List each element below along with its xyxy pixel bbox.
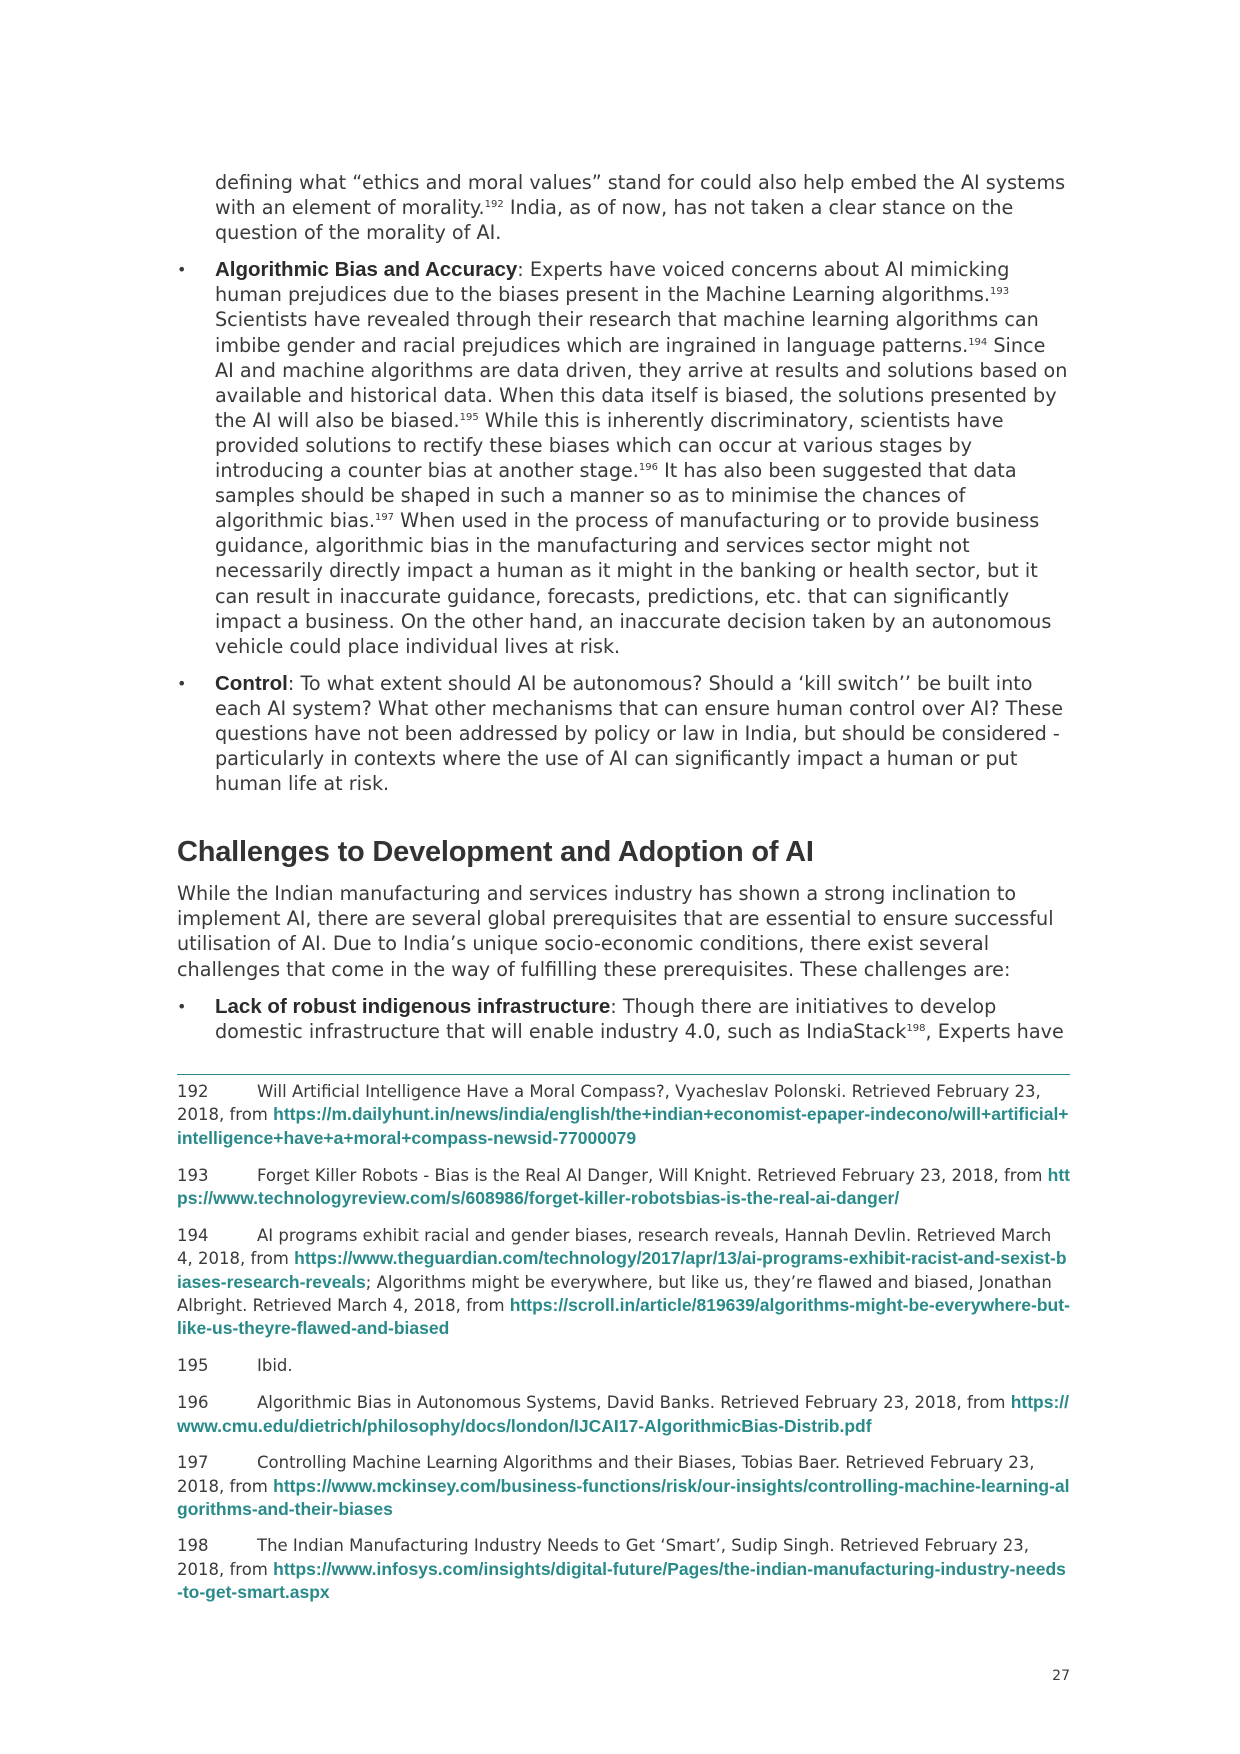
bullet-icon: • (177, 996, 187, 1016)
footnotes (177, 1081, 1070, 1605)
footnote-193: 193 Forget Killer Robots - Bias is the Real AI Danger, Will Knight. Retrieved February 23, 2018, from https://www.technologyreview.com/s/608986/forget-killer-robotsbias-is-the-real-ai-danger/ (177, 1165, 1070, 1209)
footnote-number: 198 (177, 1536, 209, 1556)
footnote-divider (177, 1074, 1070, 1075)
footnote-link[interactable]: https://scroll.in/article/819639/algorithms-might-be-everywhere-but-like-us-theyre-flawed-and-biased (177, 1295, 1070, 1339)
footnote-link[interactable]: https://m.dailyhunt.in/news/india/english/the+indian+economist-epaper-indecono/will+artificial+intelligence+have+a+moral+compass-newsid-77000079 (177, 1104, 1069, 1148)
footnote-ref-198[interactable]: 198 (906, 1022, 926, 1034)
footnote-number: 195 (177, 1355, 209, 1375)
footnote-194: 194 AI programs exhibit racial and gender biases, research reveals, Hannah Devlin. Retrieved March 4, 2018, from https://www.theguardian.com/technology/2017/apr/13/ai-programs-exhibit-racist-and-sexist-biases-research-reveals; Algorithms might be everywhere, but like us, they’re flawed and biased, Jonathan Albright. Retrieved March 4, 2018, from https://scroll.in/article/819639/algorithms-might-be-everywhere-but-like-us-theyre-flawed-and-biased (177, 1225, 1070, 1339)
footnote-link[interactable]: https://www.technologyreview.com/s/608986/forget-killer-robotsbias-is-the-real-ai-danger/ (177, 1165, 1070, 1209)
footnote-number: 192 (177, 1081, 209, 1101)
footnote-198: 198 The Indian Manufacturing Industry Needs to Get ‘Smart’, Sudip Singh. Retrieved February 23, 2018, from https://www.infosys.com/insights/digital-future/Pages/the-indian-manufacturing-industry-needs-to-get-smart.aspx (177, 1536, 1066, 1603)
footnote-link[interactable]: https://www.mckinsey.com/business-functions/risk/our-insights/controlling-machine-learning-algorithms-and-their-biases (177, 1475, 1070, 1519)
footnote-192: 192 Will Artificial Intelligence Have a Moral Compass?, Vyacheslav Polonski. Retrieved February 23, 2018, from https://m.dailyhunt.in/news/india/english/the+indian+economist-epaper-indecono/will+artificial+intelligence+have+a+moral+compass-newsid-77000079 (177, 1081, 1069, 1148)
bullet-icon: • (177, 673, 187, 693)
page-content (177, 170, 1070, 1605)
bullet-infrastructure: • Lack of robust indigenous infrastructure: Though there are initiatives to develop domestic infrastructure that will enable industry 4.0, such as IndiaStack$^{198}$, Experts have (177, 994, 1064, 1043)
bullet-term: Algorithmic Bias and Accuracy (215, 258, 518, 282)
section-paragraph: While the Indian manufacturing and services industry has shown a strong inclination to implement AI, there are several global prerequisites that are essential to ensure successful utilisation of AI. Due to India’s unique socio-economic conditions, there exist several challenges that come in the way of fulfilling these prerequisites. These challenges are: (177, 882, 1054, 981)
footnote-number: 194 (177, 1225, 209, 1245)
footnote-link[interactable]: https://www.theguardian.com/technology/2017/apr/13/ai-programs-exhibit-racist-and-sexist-biases-research-reveals (177, 1248, 1067, 1292)
footnote-195: 195 Ibid. (177, 1355, 1070, 1377)
intro-continuation: defining what “ethics and moral values” stand for could also help embed the AI systems with an element of morality.$^{192}$ India, as of now, has not taken a clear stance on the question of the morality of AI. (215, 171, 1066, 245)
footnote-197: 197 Controlling Machine Learning Algorithms and their Biases, Tobias Baer. Retrieved February 23, 2018, from https://www.mckinsey.com/business-functions/risk/our-insights/controlling-machine-learning-algorithms-and-their-biases (177, 1453, 1070, 1519)
section-heading: Challenges to Development and Adoption of AI (177, 836, 814, 869)
footnote-number: 196 (177, 1393, 209, 1413)
footnote-ref-195[interactable]: 195 (459, 411, 479, 423)
bullet-term: Lack of robust indigenous infrastructure (215, 994, 611, 1018)
bullet-icon: • (177, 260, 187, 280)
footnote-ref-197[interactable]: 197 (374, 512, 395, 524)
footnote-ref-194[interactable]: 194 (968, 336, 988, 348)
footnote-number: 193 (177, 1166, 209, 1186)
footnote-ref-192[interactable]: 192 (484, 199, 504, 211)
footnote-ref-193[interactable]: 193 (990, 286, 1010, 298)
bullet-control: • Control: To what extent should AI be autonomous? Should a ‘kill switch’’ be built into each AI system? What other mechanisms that can ensure human control over AI? These questions have not been addressed by policy or law in India, but should be considered - particularly in contexts where the use of AI can significantly impact a human or put human life at risk. (177, 671, 1064, 796)
bullet-term: Control (215, 671, 288, 695)
page-number: 27 (1052, 1668, 1070, 1684)
bullet-algorithmic-bias: • Algorithmic Bias and Accuracy: Experts have voiced concerns about AI mimicking human prejudices due to the biases present in the Machine Learning algorithms.$^{193}$ Scientists have revealed through their research that machine learning algorithms can imbibe gender and racial prejudices which are ingrained in language patterns.$^{194}$ Since AI and machine algorithms are data driven, they arrive at results and solutions based on available and historical data. When this data itself is biased, the solutions presented by the AI will also be biased.$^{195}$ While this is inherently discriminatory, scientists have provided solutions to rectify these biases which can occur at various stages by introducing a counter bias at another stage.$^{196}$ It has also been suggested that data samples should be shaped in such a manner so as to minimise the chances of algorithmic bias.$^{197}$ When used in the process of manufacturing or to provide business guidance, algorithmic bias in the manufacturing and services sector might not necessarily directly impact a human as it might in the banking or health sector, but it can result in inaccurate guidance, forecasts, predictions, etc. that can significantly impact a business. On the other hand, an inaccurate decision taken by an autonomous vehicle could place individual lives at risk. (177, 258, 1068, 658)
footnote-link[interactable]: https://www.cmu.edu/dietrich/philosophy/docs/london/IJCAI17-AlgorithmicBias-Distrib.pdf (177, 1392, 1070, 1436)
footnote-number: 197 (177, 1453, 209, 1473)
footnote-ref-196[interactable]: 196 (638, 462, 658, 474)
footnote-link[interactable]: https://www.infosys.com/insights/digital-future/Pages/the-indian-manufacturing-industry-needs-to-get-smart.aspx (177, 1558, 1066, 1603)
footnote-196: 196 Algorithmic Bias in Autonomous Systems, David Banks. Retrieved February 23, 2018, from https://www.cmu.edu/dietrich/philosophy/docs/london/IJCAI17-AlgorithmicBias-Distrib.pdf (177, 1392, 1070, 1436)
